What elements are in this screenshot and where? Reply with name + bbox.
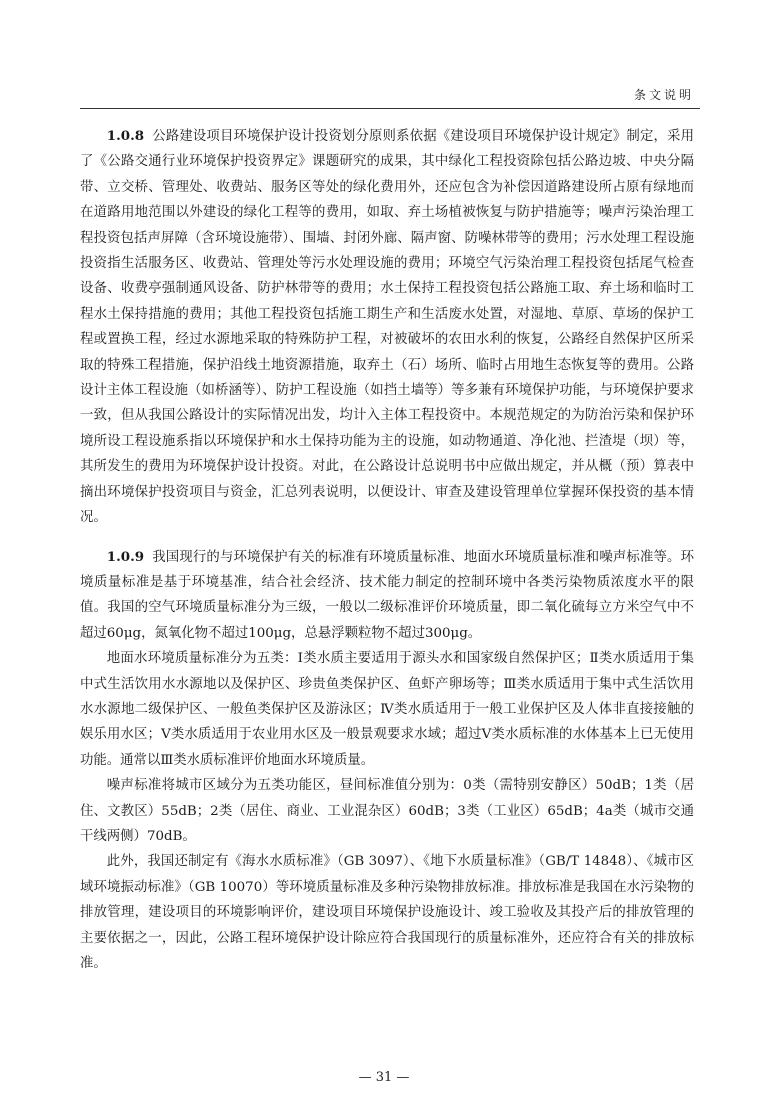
section-1-0-9 <box>80 545 694 647</box>
section-number: 1.0.9 <box>106 548 145 565</box>
paragraph-water-standard: 地面水环境质量标准分为五类：Ⅰ类水质主要适用于源头水和国家级自然保护区；Ⅱ类水质适用于集中式生活饮用水水源地以及保护区、珍贵鱼类保护区、鱼虾产卵场等；Ⅲ类水质适用于集中式生活饮用水水源地二级保护区、一般鱼类保护区及游泳区；Ⅳ类水质适用于一般工业保护区及人体非直接接触的娱乐用水区；Ⅴ类水质适用于农业用水区及一般景观要求水域；超过Ⅴ类水质标准的水体基本上已无使用功能。通常以Ⅲ类水质标准评价地面水环境质量。 <box>80 651 694 768</box>
header-rule <box>80 108 700 109</box>
section-text: 我国现行的与环境保护有关的标准有环境质量标准、地面水环境质量标准和噪声标准等。环境质量标准是基于环境基准，结合社会经济、技术能力制定的控制环境中各类污染物质浓度水平的限值。我国的空气环境质量标准分为三级，一般以二级标准评价环境质量，即二氧化硫每立方米空气中不超过60μg，氮氧化物不超过100μg，总悬浮颗粒物不超过300μg。 <box>80 549 694 641</box>
paragraph-noise-standard: 噪声标准将城市区域分为五类功能区，昼间标准值分别为：0类（需特别安静区）50dB；1类（居住、文教区）55dB；2类（居住、商业、工业混杂区）60dB；3类（工业区）65dB；4a类（城市交通干线两侧）70dB。 <box>80 778 694 844</box>
document-body <box>80 124 694 976</box>
section-1-0-8 <box>80 124 694 531</box>
running-header: 条文说明 <box>633 88 694 102</box>
paragraph-other-standards: 此外，我国还制定有《海水水质标准》（GB 3097）、《地下水质量标准》（GB/T 14848）、《城市区域环境振动标准》（GB 10070）等环境质量标准及多种污染物排放标准。排放标准是我国在水污染物的排放管理，建设项目的环境影响评价，建设项目环境保护设施设计、竣工验收及其投产后的排放管理的主要依据之一，因此，公路工程环境保护设计除应符合我国现行的质量标准外，还应符合有关的排放标准。 <box>80 854 694 971</box>
page-number: — 31 — <box>358 1070 410 1085</box>
section-number: 1.0.8 <box>106 128 145 144</box>
section-text: 公路建设项目环境保护设计投资划分原则系依据《建设项目环境保护设计规定》制定，采用了《公路交通行业环境保护投资界定》课题研究的成果，其中绿化工程投资除包括公路边坡、中央分隔带、立交桥、管理处、收费站、服务区等处的绿化费用外，还应包含为补偿因道路建设所占原有绿地而在道路用地范围以外建设的绿化工程等的费用，如取、弃土场植被恢复与防护措施等；噪声污染治理工程投资包括声屏障（含环境设施带）、围墙、封闭外廊、隔声窗、防噪林带等的费用；污水处理工程设施投资指生活服务区、收费站、管理处等污水处理设施的费用；环境空气污染治理工程投资包括尾气检查设备、收费亭强制通风设备、防护林带等的费用；水土保持工程投资包括公路施工取、弃土场和临时工程水土保持措施的费用；其他工程投资包括施工期生产和生活废水处置，对湿地、草原、草场的保护工程或置换工程，经过水源地采取的特殊防护工程，对被破坏的农田水利的恢复，公路经自然保护区所采取的特殊工程措施，保护沿线土地资源措施，取弃土（石）场所、临时占用地生态恢复等的费用。公路设计主体工程设施（如桥涵等）、防护工程设施（如挡土墙等）等多兼有环境保护功能，与环境保护要求一致，但从我国公路设计的实际情况出发，均计入主体工程投资中。本规范规定的为防治污染和保护环境所设工程设施系指以环境保护和水土保持功能为主的设施，如动物通道、净化池、拦渣堤（坝）等，其所发生的费用为环境保护设计投资。对此，在公路设计总说明书中应做出规定，并从概（预）算表中摘出环境保护投资项目与资金，汇总列表说明，以便设计、审查及建设管理单位掌握环保投资的基本情况。 <box>80 129 694 526</box>
